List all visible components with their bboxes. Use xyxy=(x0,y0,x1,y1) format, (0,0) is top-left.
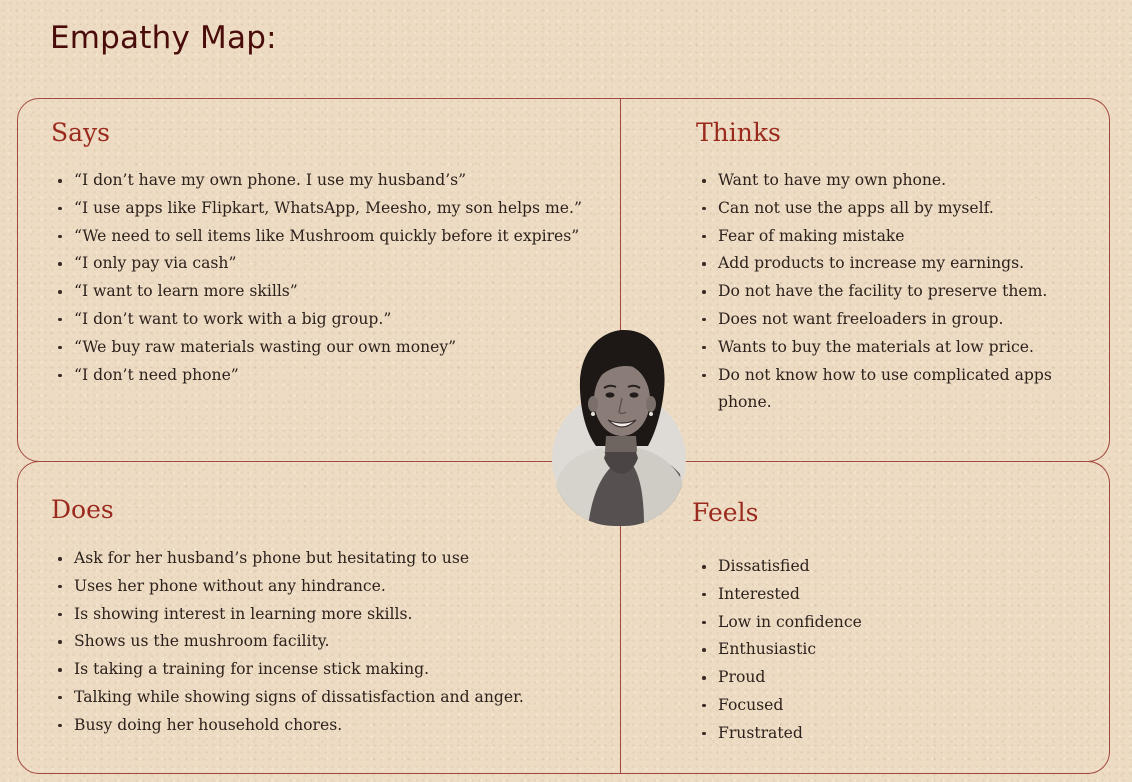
does-quadrant xyxy=(17,461,621,774)
feels-item: Interested xyxy=(700,581,1085,609)
page-title: Empathy Map: xyxy=(50,20,277,56)
does-item: Is showing interest in learning more skills. xyxy=(56,601,611,629)
thinks-item: Wants to buy the materials at low price. xyxy=(700,334,1085,362)
persona-photo xyxy=(552,328,686,526)
says-item: “We buy raw materials wasting our own money” xyxy=(56,334,611,362)
says-item: “I only pay via cash” xyxy=(56,250,611,278)
thinks-item: Want to have my own phone. xyxy=(700,167,1085,195)
thinks-item: Does not want freeloaders in group. xyxy=(700,306,1085,334)
feels-item: Enthusiastic xyxy=(700,636,1085,664)
persona-portrait-illustration xyxy=(552,328,686,526)
feels-item: Dissatisfied xyxy=(700,553,1085,581)
does-item: Busy doing her household chores. xyxy=(56,712,611,740)
feels-heading: Feels xyxy=(692,498,759,527)
says-item: “I don’t need phone” xyxy=(56,362,611,390)
does-heading: Does xyxy=(51,495,114,524)
thinks-heading: Thinks xyxy=(696,118,781,147)
thinks-item: Fear of making mistake xyxy=(700,223,1085,251)
does-item: Is taking a training for incense stick making. xyxy=(56,656,611,684)
thinks-item: Do not have the facility to preserve them. xyxy=(700,278,1085,306)
says-list xyxy=(56,167,611,389)
feels-item: Low in confidence xyxy=(700,609,1085,637)
says-item: “We need to sell items like Mushroom quickly before it expires” xyxy=(56,223,611,251)
thinks-quadrant xyxy=(620,98,1110,462)
feels-item: Focused xyxy=(700,692,1085,720)
says-heading: Says xyxy=(51,118,110,147)
says-item: “I want to learn more skills” xyxy=(56,278,611,306)
thinks-item: Add products to increase my earnings. xyxy=(700,250,1085,278)
feels-item: Proud xyxy=(700,664,1085,692)
does-item: Ask for her husband’s phone but hesitating to use xyxy=(56,545,611,573)
does-item: Talking while showing signs of dissatisfaction and anger. xyxy=(56,684,611,712)
feels-list xyxy=(700,553,1085,748)
does-item: Uses her phone without any hindrance. xyxy=(56,573,611,601)
says-quadrant xyxy=(17,98,621,462)
feels-quadrant xyxy=(620,461,1110,774)
feels-item: Frustrated xyxy=(700,720,1085,748)
does-item: Shows us the mushroom facility. xyxy=(56,628,611,656)
says-item: “I don’t want to work with a big group.” xyxy=(56,306,611,334)
thinks-item: Do not know how to use complicated apps phone. xyxy=(700,362,1085,418)
thinks-item: Can not use the apps all by myself. xyxy=(700,195,1085,223)
does-list xyxy=(56,545,611,740)
says-item: “I use apps like Flipkart, WhatsApp, Meesho, my son helps me.” xyxy=(56,195,611,223)
says-item: “I don’t have my own phone. I use my husband’s” xyxy=(56,167,611,195)
thinks-list xyxy=(700,167,1085,417)
